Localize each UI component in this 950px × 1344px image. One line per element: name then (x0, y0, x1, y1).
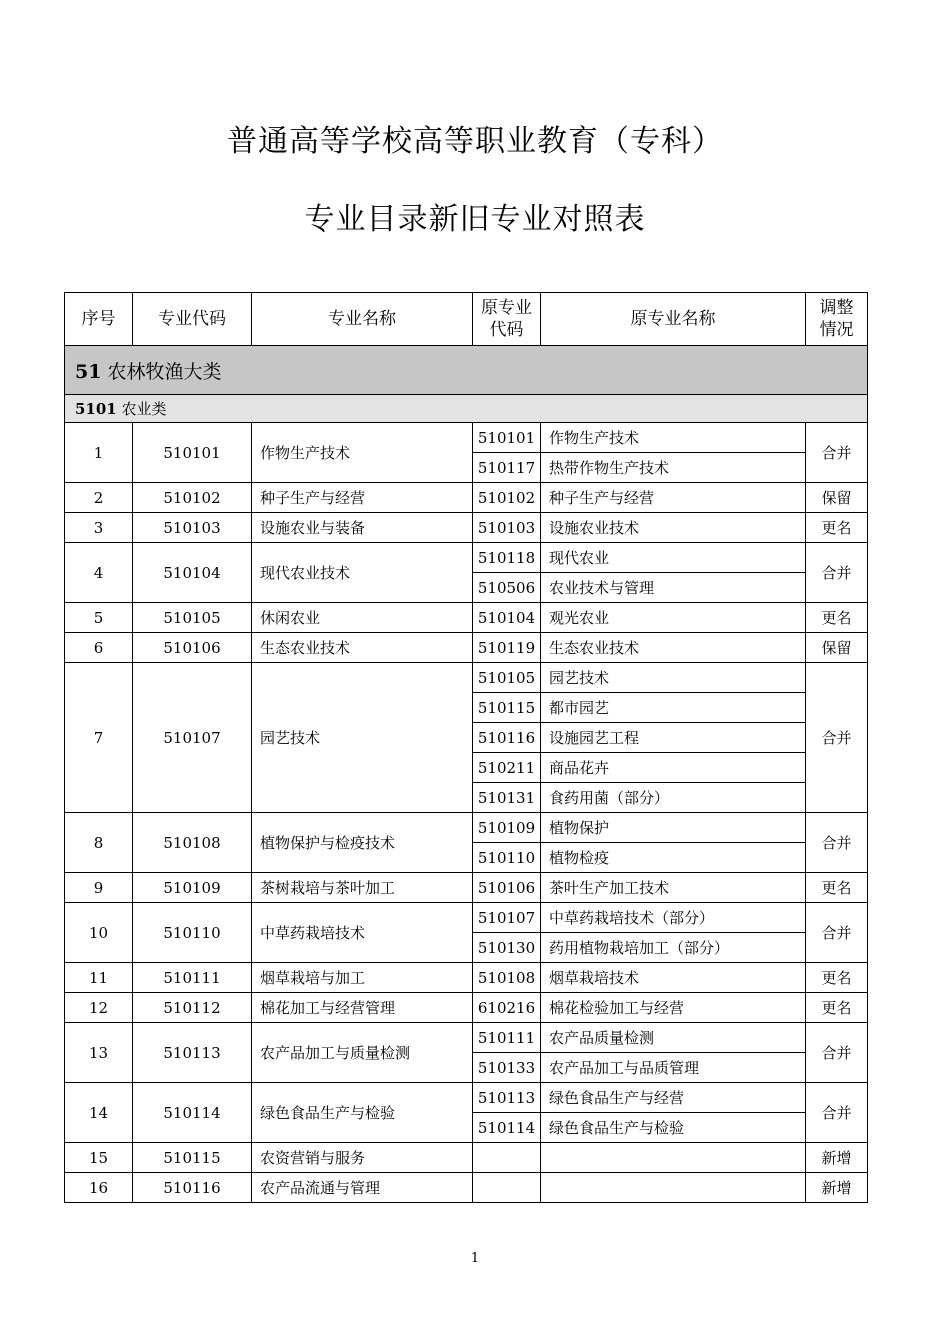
row-adjust: 合并 (806, 423, 868, 483)
row-old-code: 510506 (473, 573, 541, 603)
row-seq: 3 (65, 513, 133, 543)
row-name: 茶树栽培与茶叶加工 (252, 873, 473, 903)
row-code: 510103 (133, 513, 252, 543)
row-old-name: 园艺技术 (541, 663, 806, 693)
header-old-code-line1: 原专业 (481, 298, 532, 318)
row-old-code: 510119 (473, 633, 541, 663)
row-old-name: 绿色食品生产与经营 (541, 1083, 806, 1113)
row-adjust: 合并 (806, 1083, 868, 1143)
row-seq: 6 (65, 633, 133, 663)
row-name: 烟草栽培与加工 (252, 963, 473, 993)
row-name: 设施农业与装备 (252, 513, 473, 543)
row-code: 510105 (133, 603, 252, 633)
row-old-code: 510101 (473, 423, 541, 453)
row-name: 休闲农业 (252, 603, 473, 633)
header-code: 专业代码 (133, 293, 252, 346)
category-level1-name: 农林牧渔大类 (107, 360, 222, 383)
row-old-name: 植物检疫 (541, 843, 806, 873)
row-old-name: 观光农业 (541, 603, 806, 633)
header-old-code (473, 293, 541, 346)
row-old-name: 棉花检验加工与经营 (541, 993, 806, 1023)
row-old-code: 510107 (473, 903, 541, 933)
row-seq: 5 (65, 603, 133, 633)
header-old-name: 原专业名称 (541, 293, 806, 346)
major-comparison-table (64, 292, 868, 1203)
row-old-name: 药用植物栽培加工（部分） (541, 933, 806, 963)
row-adjust: 合并 (806, 663, 868, 813)
row-old-code: 510115 (473, 693, 541, 723)
row-old-code: 510102 (473, 483, 541, 513)
row-old-code: 510110 (473, 843, 541, 873)
row-adjust: 更名 (806, 873, 868, 903)
row-adjust: 合并 (806, 543, 868, 603)
row-seq: 16 (65, 1173, 133, 1203)
header-adjust-line2: 情况 (819, 320, 854, 340)
table-header-row (65, 293, 868, 346)
table-row (65, 1143, 868, 1173)
row-adjust: 合并 (806, 903, 868, 963)
header-old-code-line2: 代码 (489, 320, 524, 340)
row-old-code: 510106 (473, 873, 541, 903)
table-row (65, 543, 868, 573)
table-row (65, 633, 868, 663)
row-seq: 10 (65, 903, 133, 963)
category-level2-code: 5101 (75, 400, 117, 418)
row-seq: 11 (65, 963, 133, 993)
header-seq: 序号 (65, 293, 133, 346)
row-code: 510111 (133, 963, 252, 993)
row-old-name: 农产品质量检测 (541, 1023, 806, 1053)
category-row-level1 (65, 346, 868, 395)
row-old-code: 510111 (473, 1023, 541, 1053)
row-code: 510106 (133, 633, 252, 663)
row-old-code: 510108 (473, 963, 541, 993)
row-name: 农资营销与服务 (252, 1143, 473, 1173)
row-old-name: 设施农业技术 (541, 513, 806, 543)
row-adjust: 合并 (806, 813, 868, 873)
row-old-code (473, 1173, 541, 1203)
row-name: 植物保护与检疫技术 (252, 813, 473, 873)
page-number: 1 (470, 1251, 480, 1266)
row-adjust: 更名 (806, 513, 868, 543)
row-old-code: 510118 (473, 543, 541, 573)
row-old-name: 绿色食品生产与检验 (541, 1113, 806, 1143)
row-seq: 4 (65, 543, 133, 603)
category-level2-name: 农业类 (121, 400, 167, 418)
table-row (65, 873, 868, 903)
category-level2-cell (65, 395, 868, 423)
row-code: 510112 (133, 993, 252, 1023)
row-code: 510113 (133, 1023, 252, 1083)
row-old-name: 热带作物生产技术 (541, 453, 806, 483)
row-old-name (541, 1143, 806, 1173)
row-seq: 13 (65, 1023, 133, 1083)
row-code: 510102 (133, 483, 252, 513)
row-seq: 12 (65, 993, 133, 1023)
row-old-name: 农业技术与管理 (541, 573, 806, 603)
row-name: 作物生产技术 (252, 423, 473, 483)
row-code: 510101 (133, 423, 252, 483)
table-row (65, 1083, 868, 1113)
row-old-code: 510113 (473, 1083, 541, 1113)
row-name: 中草药栽培技术 (252, 903, 473, 963)
row-old-name: 中草药栽培技术（部分） (541, 903, 806, 933)
category-level1-cell (65, 346, 868, 395)
row-old-code: 510103 (473, 513, 541, 543)
row-seq: 15 (65, 1143, 133, 1173)
table-row (65, 483, 868, 513)
row-name: 农产品流通与管理 (252, 1173, 473, 1203)
header-adjust-line1: 调整 (819, 298, 854, 318)
row-old-name: 农产品加工与品质管理 (541, 1053, 806, 1083)
category-row-level2 (65, 395, 868, 423)
row-old-name: 设施园艺工程 (541, 723, 806, 753)
row-old-code: 510105 (473, 663, 541, 693)
row-old-code: 510114 (473, 1113, 541, 1143)
row-old-name: 生态农业技术 (541, 633, 806, 663)
row-old-code: 510131 (473, 783, 541, 813)
row-name: 生态农业技术 (252, 633, 473, 663)
row-adjust: 新增 (806, 1173, 868, 1203)
row-old-name: 植物保护 (541, 813, 806, 843)
row-code: 510109 (133, 873, 252, 903)
row-code: 510107 (133, 663, 252, 813)
row-old-code (473, 1143, 541, 1173)
row-old-code: 610216 (473, 993, 541, 1023)
row-code: 510104 (133, 543, 252, 603)
row-old-code: 510130 (473, 933, 541, 963)
row-old-name (541, 1173, 806, 1203)
row-name: 种子生产与经营 (252, 483, 473, 513)
row-code: 510116 (133, 1173, 252, 1203)
row-adjust: 合并 (806, 1023, 868, 1083)
row-old-code: 510133 (473, 1053, 541, 1083)
row-code: 510115 (133, 1143, 252, 1173)
row-seq: 7 (65, 663, 133, 813)
row-old-name: 种子生产与经营 (541, 483, 806, 513)
row-old-name: 商品花卉 (541, 753, 806, 783)
row-adjust: 保留 (806, 633, 868, 663)
row-name: 棉花加工与经营管理 (252, 993, 473, 1023)
row-adjust: 更名 (806, 963, 868, 993)
table-row (65, 513, 868, 543)
row-adjust: 新增 (806, 1143, 868, 1173)
row-adjust: 更名 (806, 603, 868, 633)
table-row (65, 1173, 868, 1203)
row-adjust: 保留 (806, 483, 868, 513)
row-old-code: 510117 (473, 453, 541, 483)
row-seq: 8 (65, 813, 133, 873)
row-name: 园艺技术 (252, 663, 473, 813)
row-old-name: 都市园艺 (541, 693, 806, 723)
row-name: 农产品加工与质量检测 (252, 1023, 473, 1083)
row-seq: 14 (65, 1083, 133, 1143)
document-title-line2: 专业目录新旧专业对照表 (304, 202, 646, 237)
row-old-code: 510109 (473, 813, 541, 843)
row-old-name: 烟草栽培技术 (541, 963, 806, 993)
row-name: 绿色食品生产与检验 (252, 1083, 473, 1143)
row-code: 510108 (133, 813, 252, 873)
table-row (65, 903, 868, 933)
table-row (65, 963, 868, 993)
row-old-name: 现代农业 (541, 543, 806, 573)
row-seq: 9 (65, 873, 133, 903)
row-old-name: 食药用菌（部分） (541, 783, 806, 813)
row-old-code: 510116 (473, 723, 541, 753)
row-code: 510110 (133, 903, 252, 963)
row-old-code: 510104 (473, 603, 541, 633)
row-seq: 2 (65, 483, 133, 513)
header-adjust (806, 293, 868, 346)
row-name: 现代农业技术 (252, 543, 473, 603)
row-old-name: 作物生产技术 (541, 423, 806, 453)
category-level1-code: 51 (75, 360, 102, 383)
document-title-line1: 普通高等学校高等职业教育（专科） (227, 124, 723, 159)
header-name: 专业名称 (252, 293, 473, 346)
row-adjust: 更名 (806, 993, 868, 1023)
row-old-code: 510211 (473, 753, 541, 783)
table-row (65, 813, 868, 843)
table-row (65, 423, 868, 453)
row-code: 510114 (133, 1083, 252, 1143)
row-old-name: 茶叶生产加工技术 (541, 873, 806, 903)
table-row (65, 993, 868, 1023)
row-seq: 1 (65, 423, 133, 483)
table-row (65, 663, 868, 693)
table-row (65, 1023, 868, 1053)
table-row (65, 603, 868, 633)
